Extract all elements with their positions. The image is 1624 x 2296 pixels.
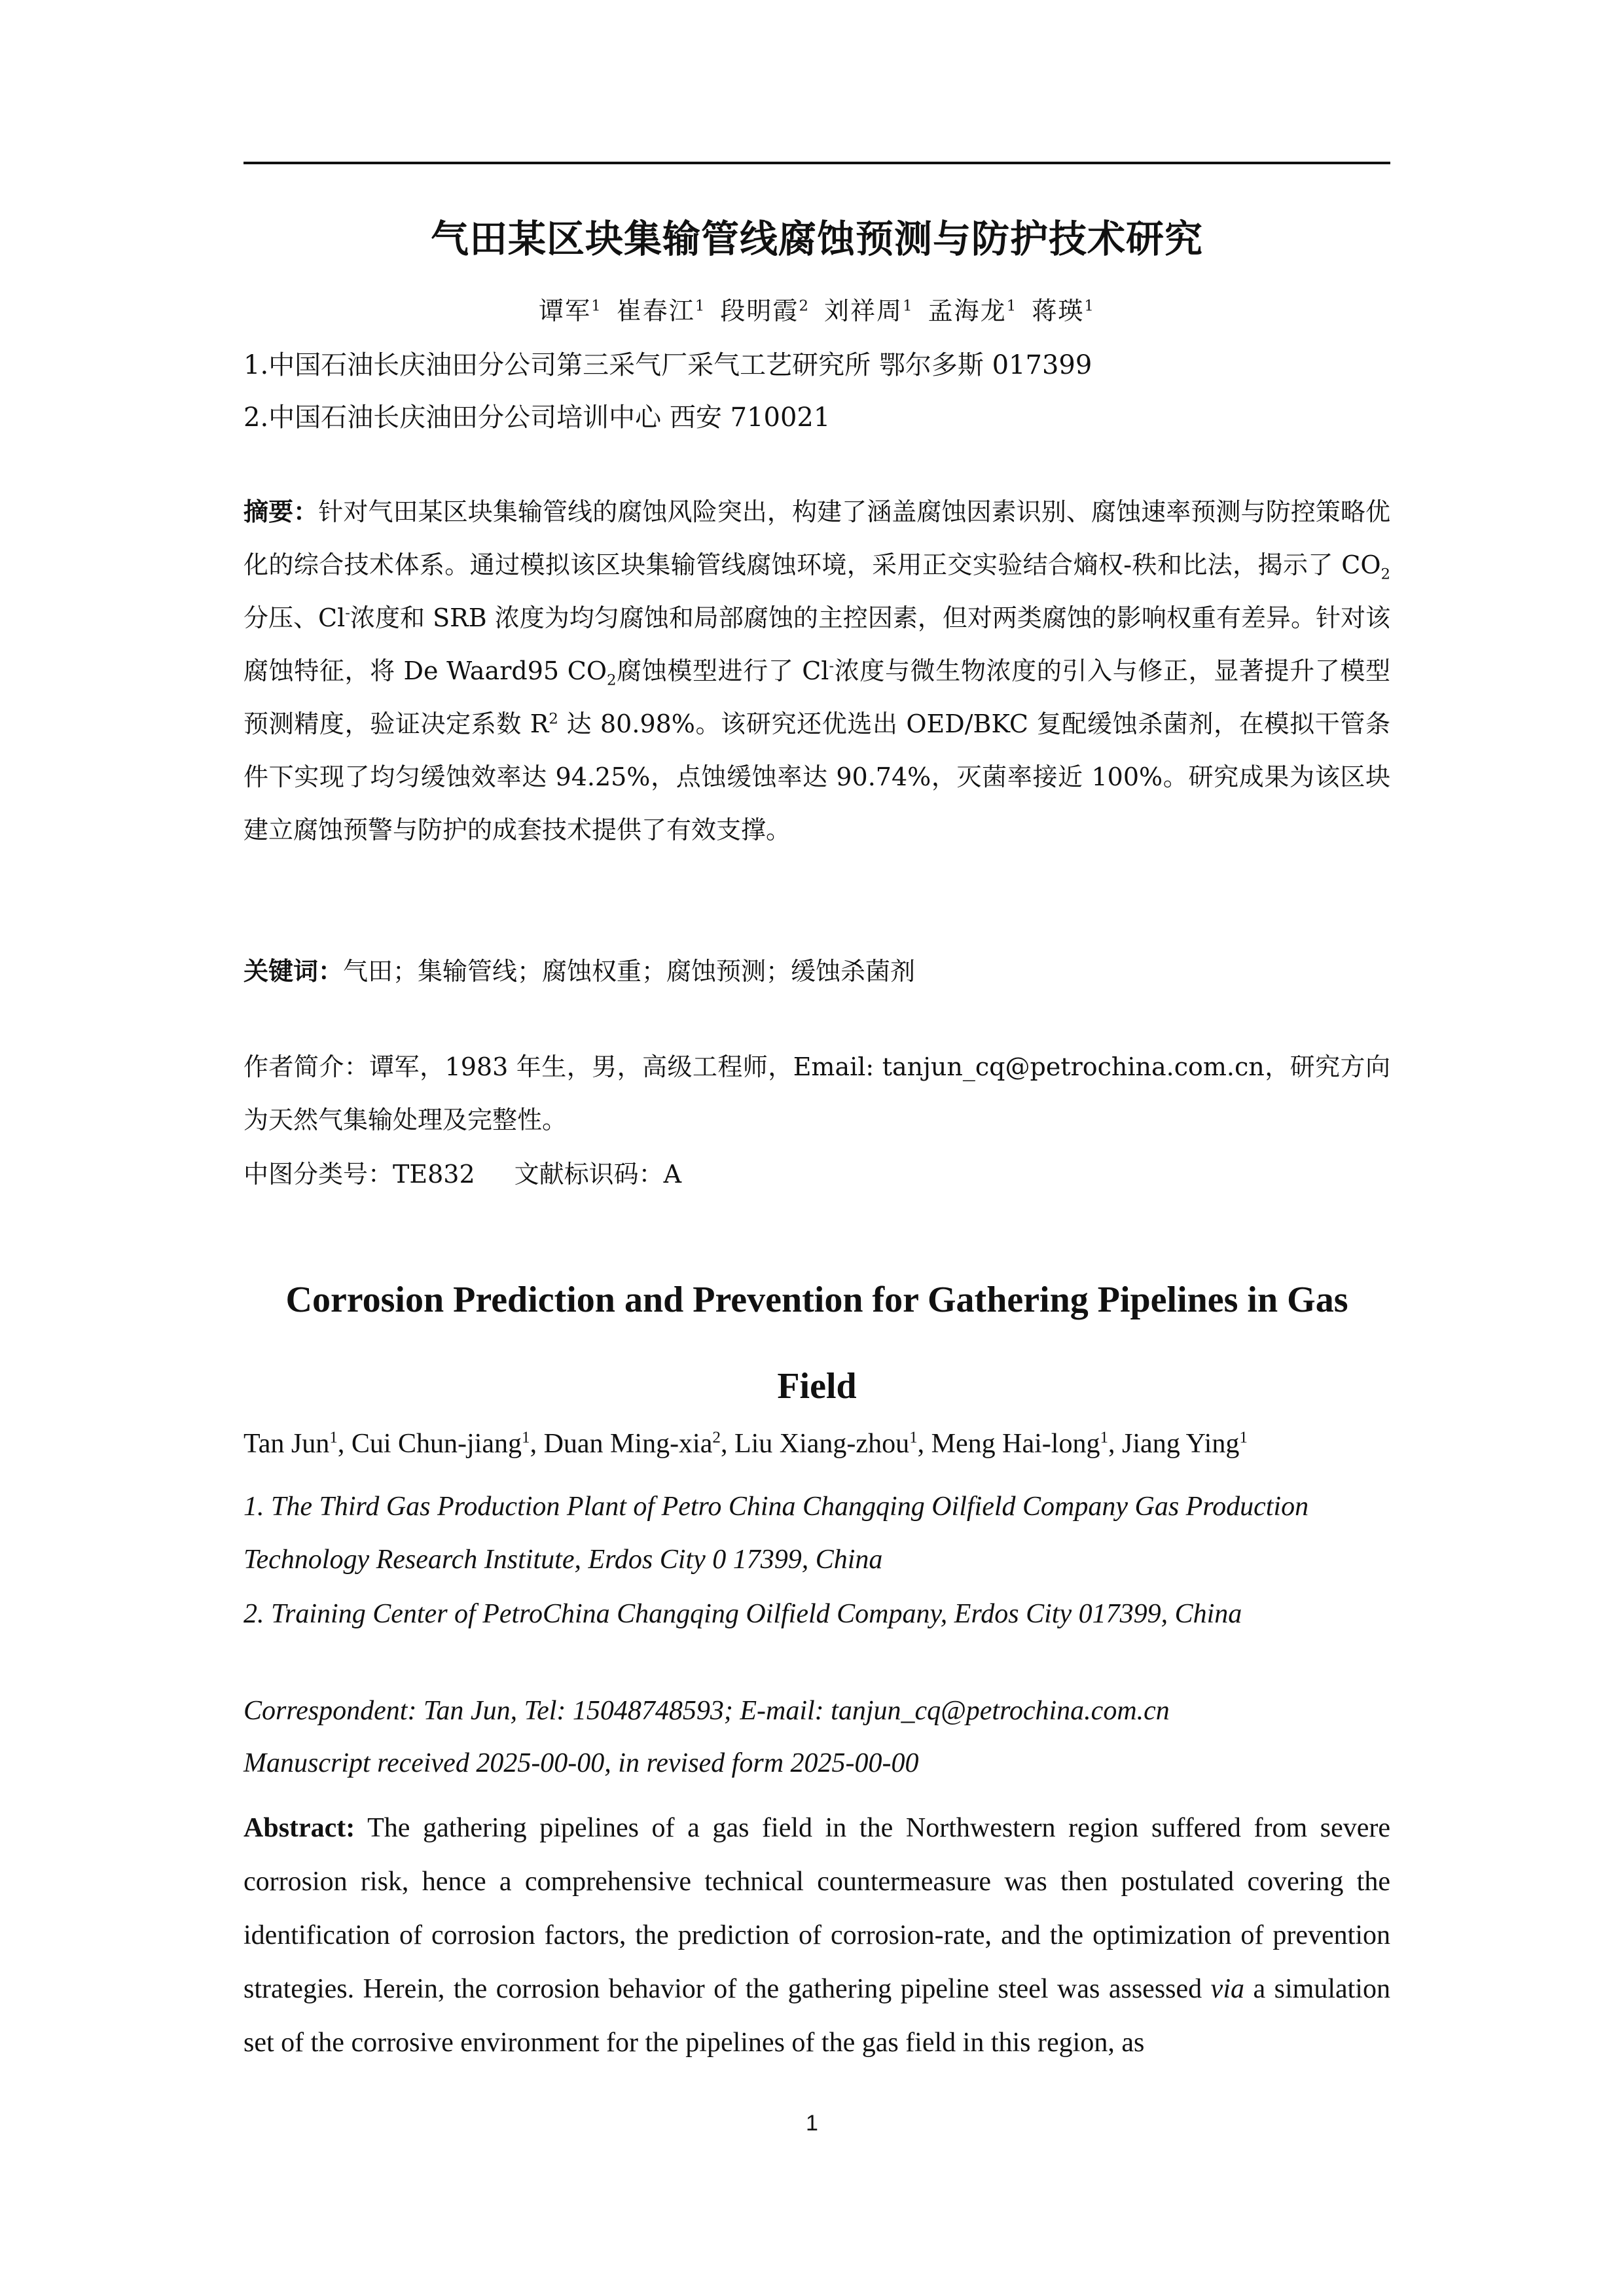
chinese-affiliation-2: 2.中国石油长庆油田分公司培训中心 西安 710021 — [244, 403, 831, 433]
author-name: Tan Jun$^1$, — [244, 1429, 352, 1459]
author-name: 蒋瑛$^1$ — [1032, 296, 1095, 325]
author-name: 刘祥周$^1$ — [824, 296, 914, 325]
author-name: Duan Ming-xia$^2$, — [543, 1429, 734, 1459]
author-name: Cui Chun-jiang$^1$, — [351, 1429, 544, 1459]
manuscript-received: Manuscript received 2025-00-00, in revised form 2025-00-00 — [244, 1748, 919, 1778]
english-abstract: Abstract: The gathering pipelines of a gas field in the Northwestern region suffered from severe corrosion risk, hence a comprehensive technical countermeasure was then postulated covering the identification of corrosion factors, the prediction of corrosion-rate, and the optimization of prevention strategies. Herein, the corrosion behavior of the gathering pipeline steel was assessed via a simulation set of the corrosive environment for the pipelines of the gas field in this region, as — [244, 1813, 1390, 2058]
chinese-keywords — [244, 951, 1390, 987]
english-author-list — [244, 1428, 1390, 1460]
chinese-abstract: 摘要：针对气田某区块集输管线的腐蚀风险突出，构建了涵盖腐蚀因素识别、腐蚀速率预测与防控策略优化的综合技术体系。通过模拟该区块集输管线腐蚀环境，采用正交实验结合熵权-秩和比法，揭示了 $CO_2$分压、Cl-浓度和 SRB 浓度为均匀腐蚀和局部腐蚀的主控因素，但对两类腐蚀的影响权重有差异。针对该腐蚀特征，将 De Waard95 $CO_2$腐蚀模型进行了 Cl-浓度与微生物浓度的引入与修正，显著提升了模型预测精度，验证决定系数 $R^2$ 达 80.98%。该研究还优选出 OED/BKC 复配缓蚀杀菌剂，在模拟干管条件下实现了均匀缓蚀效率达 94.25%，点蚀缓蚀率达 90.74%，灭菌率接近 100%。研究成果为该区块建立腐蚀预警与防护的成套技术提供了有效支撑。 — [244, 497, 1391, 844]
english-title: Corrosion Prediction and Prevention for Gathering Pipelines in Gas Field — [285, 1280, 1348, 1407]
document-code: 文献标识码：A — [514, 1160, 682, 1189]
author-name: Meng Hai-long$^1$, — [931, 1429, 1123, 1459]
chinese-title: 气田某区块集输管线腐蚀预测与防护技术研究 — [430, 217, 1203, 261]
chinese-abstract-label: 摘要： — [244, 497, 319, 526]
keywords-text: 气田；集输管线；腐蚀权重；腐蚀预测；缓蚀杀菌剂 — [343, 957, 916, 986]
author-name: Liu Xiang-zhou$^1$, — [734, 1429, 931, 1459]
author-name: Jiang Ying$^1$ — [1122, 1429, 1248, 1459]
clc-number: 中图分类号：TE832 — [244, 1160, 475, 1189]
chinese-affiliation-1: 1.中国石油长庆油田分公司第三采气厂采气工艺研究所 鄂尔多斯 017399 — [244, 350, 1092, 380]
keywords-label: 关键词： — [244, 957, 344, 986]
author-name: 崔春江$^1$ — [616, 296, 706, 325]
classification-line — [244, 1154, 1390, 1190]
english-affiliation-1: 1. The Third Gas Production Plant of Petro China Changqing Oilfield Company Gas Production Technology Research Institute, Erdos City 0 17399, China — [244, 1492, 1309, 1575]
author-bio: 作者简介：谭军，1983 年生，男，高级工程师，Email: tanjun_cq@petrochina.com.cn，研究方向为天然气集输处理及完整性。 — [244, 1052, 1390, 1134]
page-number: 1 — [806, 2111, 818, 2136]
correspondent-line: Correspondent: Tan Jun, Tel: 15048748593; E-mail: tanjun_cq@petrochina.com.cn — [244, 1696, 1170, 1726]
author-name: 谭军$^1$ — [539, 296, 602, 325]
header-rule — [244, 162, 1390, 164]
author-name: 段明霞$^2$ — [720, 296, 810, 325]
author-name: 孟海龙$^1$ — [928, 296, 1018, 325]
chinese-author-list — [244, 291, 1390, 327]
english-abstract-label: Abstract: — [244, 1813, 355, 1843]
english-affiliation-2: 2. Training Center of PetroChina Changqing Oilfield Company, Erdos City 017399, China — [244, 1599, 1242, 1629]
